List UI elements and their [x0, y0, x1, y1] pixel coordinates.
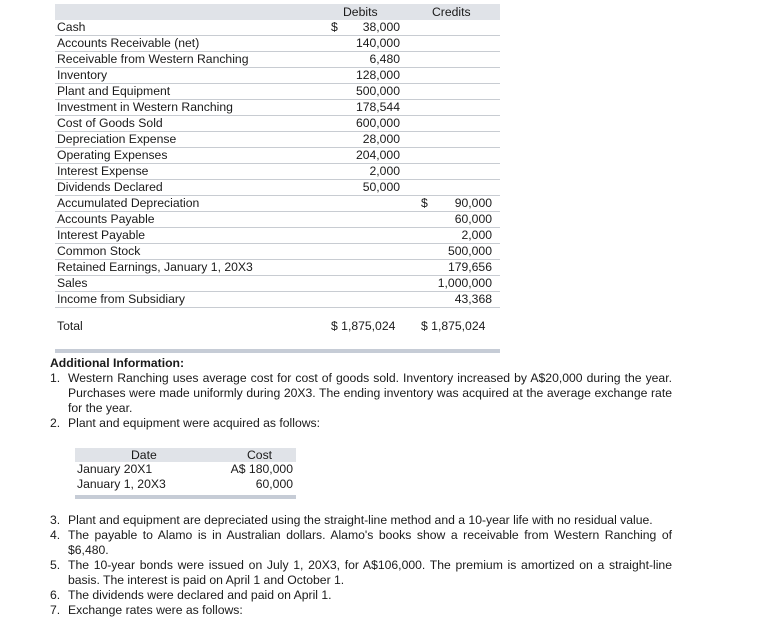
item-number: 7. [50, 603, 61, 617]
item-text: The payable to Alamo is in Australian dollars. Alamo's books show a receivable from Western Ranching of $6,480. [68, 528, 672, 557]
trial-balance-header [55, 4, 500, 20]
credit-currency: $ [421, 196, 428, 210]
table-row [55, 228, 500, 244]
acquisition-cost: A$ 180,000 [230, 462, 293, 476]
credit-amount: 2,000 [461, 228, 492, 242]
debit-amount: 6,480 [369, 52, 400, 66]
table-row [75, 477, 296, 492]
account-name: Plant and Equipment [57, 84, 171, 98]
item-number: 5. [50, 558, 61, 572]
account-name: Dividends Declared [57, 180, 163, 194]
plant-table-bottom-rule [75, 495, 296, 499]
list-item [50, 416, 672, 431]
credit-amount: 1,000,000 [437, 276, 492, 290]
table-row [55, 116, 500, 132]
table-row [55, 132, 500, 148]
cost-header: Cost [247, 448, 273, 462]
item-text: Exchange rates were as follows: [68, 603, 243, 617]
list-item [50, 603, 672, 618]
credit-amount: 179,656 [447, 260, 492, 274]
table-row [55, 84, 500, 100]
account-name: Receivable from Western Ranching [57, 52, 249, 66]
acquisition-date: January 20X1 [77, 462, 153, 476]
item-number: 6. [50, 588, 61, 602]
table-row [75, 462, 296, 477]
debit-amount: 140,000 [355, 36, 400, 50]
account-name: Income from Subsidiary [57, 292, 186, 306]
item-text: The 10-year bonds were issued on July 1, 20X3, for A$106,000. The premium is amortized on a straight-line basis. The interest is paid on April 1 and October 1. [68, 558, 672, 587]
account-name: Cash [57, 20, 86, 34]
debit-amount: 50,000 [362, 180, 400, 194]
account-name: Sales [57, 276, 88, 290]
item-text: Western Ranching uses average cost for cost of goods sold. Inventory increased by A$20,000 during the year. Purchases were made uniformly during 20X3. The ending inventory was acquired at the average exchange rate for the year. [68, 371, 672, 415]
info-items-before [50, 371, 672, 431]
table-row [55, 20, 500, 36]
table-row [55, 68, 500, 84]
total-credit: $ 1,875,024 [421, 319, 486, 333]
account-name: Common Stock [57, 244, 141, 258]
credit-amount: 500,000 [447, 244, 492, 258]
trial-balance-rows [55, 20, 500, 308]
debit-amount: 500,000 [355, 84, 400, 98]
table-row [55, 52, 500, 68]
debit-amount: 600,000 [355, 116, 400, 130]
table-row [55, 196, 500, 212]
total-debit: $ 1,875,024 [331, 319, 396, 333]
item-number: 1. [50, 371, 61, 385]
table-row [55, 164, 500, 180]
debit-amount: 2,000 [369, 164, 400, 178]
table-row [55, 180, 500, 196]
additional-info-title: Additional Information: [50, 356, 185, 370]
table-row [55, 260, 500, 276]
total-label: Total [57, 319, 83, 333]
item-number: 2. [50, 416, 61, 430]
credits-header: Credits [432, 5, 471, 19]
list-item [50, 371, 672, 416]
debit-currency: $ [331, 20, 338, 34]
table-row [55, 148, 500, 164]
table-row [55, 212, 500, 228]
account-name: Cost of Goods Sold [57, 116, 163, 130]
item-number: 4. [50, 528, 61, 542]
table-row [55, 292, 500, 308]
debit-amount: 204,000 [355, 148, 400, 162]
debit-amount: 128,000 [355, 68, 400, 82]
credit-amount: 60,000 [454, 212, 492, 226]
account-name: Accumulated Depreciation [57, 196, 200, 210]
table-row [55, 276, 500, 292]
debit-amount: 28,000 [362, 132, 400, 146]
account-name: Interest Payable [57, 228, 146, 242]
debit-amount: 38,000 [362, 20, 400, 34]
plant-equipment-table [75, 448, 296, 499]
list-item [50, 588, 672, 603]
debits-header: Debits [343, 5, 378, 19]
account-name: Accounts Payable [57, 212, 155, 226]
list-item [50, 528, 672, 558]
list-item [50, 513, 672, 528]
date-header: Date [131, 448, 157, 462]
credit-amount: 43,368 [454, 292, 492, 306]
acquisition-cost: 60,000 [255, 477, 293, 491]
account-name: Depreciation Expense [57, 132, 177, 146]
trial-balance-total-row [55, 318, 500, 335]
trial-balance-table [55, 4, 500, 353]
acquisition-date: January 1, 20X3 [77, 477, 166, 491]
plant-table-header [75, 448, 296, 462]
item-text: Plant and equipment were acquired as follows: [68, 416, 321, 430]
list-item [50, 558, 672, 588]
account-name: Operating Expenses [57, 148, 168, 162]
table-row [55, 36, 500, 52]
additional-information-continued [50, 513, 672, 618]
additional-information [50, 356, 672, 431]
account-name: Inventory [57, 68, 108, 82]
table-bottom-rule [55, 349, 500, 353]
account-name: Retained Earnings, January 1, 20X3 [57, 260, 253, 274]
table-row [55, 244, 500, 260]
item-text: The dividends were declared and paid on April 1. [68, 588, 332, 602]
account-name: Interest Expense [57, 164, 149, 178]
item-number: 3. [50, 513, 61, 527]
credit-amount: 90,000 [454, 196, 492, 210]
account-name: Investment in Western Ranching [57, 100, 233, 114]
item-text: Plant and equipment are depreciated using the straight-line method and a 10-year life with no residual value. [68, 513, 653, 527]
plant-table-rows [75, 462, 296, 492]
debit-amount: 178,544 [355, 100, 400, 114]
table-row [55, 100, 500, 116]
info-items-after [50, 513, 672, 618]
account-name: Accounts Receivable (net) [57, 36, 200, 50]
